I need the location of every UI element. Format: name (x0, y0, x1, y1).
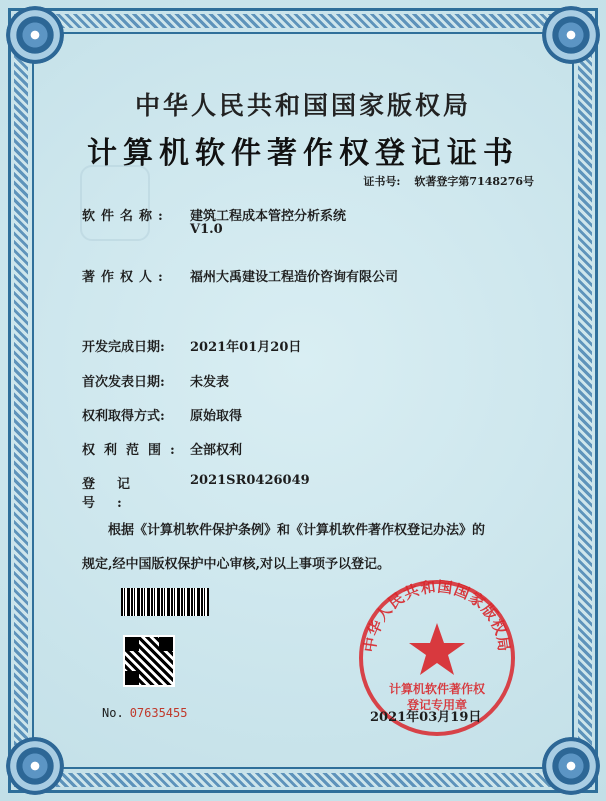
acquire-method-value: 原始取得 (190, 409, 243, 424)
certificate-number-label: 证书号: (363, 175, 401, 188)
statement-line-2: 规定,经中国版权保护中心审核,对以上事项予以登记。 (82, 557, 391, 572)
certificate-number (363, 173, 534, 189)
software-version-value: V1.0 (190, 222, 223, 237)
qr-code (123, 635, 175, 687)
publish-date-value: 未发表 (190, 375, 230, 390)
serial-prefix: No. (102, 706, 124, 720)
field-rights-scope (82, 439, 243, 458)
certificate-title: 计算机软件著作权登记证书 (87, 136, 519, 171)
corner-ornament-top-left (6, 6, 64, 64)
statement-line-1: 根据《计算机软件保护条例》和《计算机软件著作权登记办法》的 (108, 523, 486, 538)
watermark-logo (80, 165, 150, 241)
registration-number-label: 登记号: (82, 477, 153, 511)
certificate-statement (82, 514, 542, 582)
seal-inner-line-1: 计算机软件著作权 (388, 682, 486, 696)
owner-value: 福州大禹建设工程造价咨询有限公司 (190, 270, 399, 285)
completion-date-label: 开发完成日期: (82, 340, 165, 355)
issuer-name: 中华人民共和国国家版权局 (134, 91, 471, 120)
seal-star-icon (409, 623, 465, 675)
certificate-number-value: 软著登字第7148276号 (414, 175, 534, 188)
software-name-value: 建筑工程成本管控分析系统 (190, 209, 347, 224)
field-completion-date (82, 336, 302, 355)
seal-inner-line-2: 登记专用章 (406, 698, 468, 712)
corner-ornament-bottom-right (542, 737, 600, 795)
field-registration-number (82, 473, 310, 511)
owner-label: 著作权人: (82, 270, 169, 285)
field-owner (82, 266, 399, 285)
completion-date-value: 2021年01月20日 (190, 340, 302, 355)
field-publish-date (82, 371, 230, 390)
corner-ornament-top-right (542, 6, 600, 64)
software-name-label: 软件名称: (82, 209, 169, 224)
barcode (121, 588, 209, 616)
seal-ring-text: 中华人民共和国国家版权局 (360, 577, 514, 654)
registration-number-value: 2021SR0426049 (190, 473, 310, 488)
issue-date: 2021年03月19日 (370, 710, 482, 725)
field-acquire-method (82, 405, 243, 424)
acquire-method-label: 权利取得方式: (82, 409, 165, 424)
rights-scope-value: 全部权利 (190, 443, 243, 458)
rights-scope-label: 权利范围: (82, 443, 184, 458)
field-software-name (82, 205, 347, 224)
serial-value: 07635455 (129, 706, 188, 720)
publish-date-label: 首次发表日期: (82, 375, 165, 390)
corner-ornament-bottom-left (6, 737, 64, 795)
serial-number (102, 706, 187, 720)
